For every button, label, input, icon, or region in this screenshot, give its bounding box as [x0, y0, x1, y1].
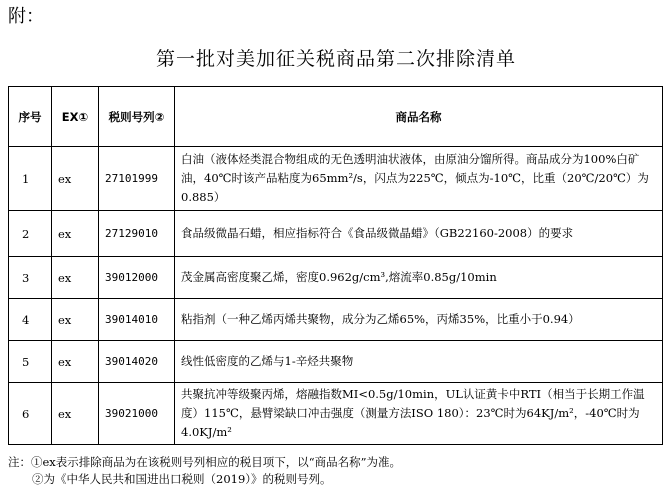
row-name: 茂金属高密度聚乙烯，密度0.962g/cm³,熔流率0.85g/10min	[175, 257, 663, 299]
row-name: 共聚抗冲等级聚丙烯，熔融指数MI<0.5g/10min，UL认证黄卡中RTI（相当于长期工作温度）115℃，悬臂梁缺口冲击强度（测量方法ISO 180）：23℃时为64KJ/m²，-40℃时为4.0KJ/m²	[175, 383, 663, 445]
footnote-2: ②为《中华人民共和国进出口税则（2019）》的税则号列。	[32, 472, 332, 486]
attachment-label: 附：	[8, 6, 44, 27]
footnotes	[8, 454, 401, 488]
page-title: 第一批对美加征关税商品第二次排除清单	[155, 48, 516, 70]
row-ex: ex	[52, 383, 99, 445]
row-tariff: 39014010	[99, 299, 175, 341]
row-tariff: 39012000	[99, 257, 175, 299]
row-name: 线性低密度的乙烯与1-辛烃共聚物	[175, 341, 663, 383]
row-ex: ex	[52, 257, 99, 299]
row-tariff: 27101999	[99, 147, 175, 211]
column-header-no: 序号	[9, 87, 52, 147]
column-header-tariff: 税则号列②	[99, 87, 175, 147]
row-no: 1	[9, 147, 52, 211]
row-name: 白油（液体烃类混合物组成的无色透明油状液体，由原油分馏所得。商品成分为100%白矿油，40℃时该产品粘度为65mm²/s，闪点为225℃，倾点为-10℃，比重（20℃/20℃）为0.885）	[175, 147, 663, 211]
row-name: 食品级微晶石蜡，相应指标符合《食品级微晶蜡》（GB22160-2008）的要求	[175, 211, 663, 257]
row-no: 3	[9, 257, 52, 299]
row-no: 5	[9, 341, 52, 383]
row-ex: ex	[52, 341, 99, 383]
row-ex: ex	[52, 299, 99, 341]
table-header-row	[9, 87, 663, 147]
row-tariff: 39021000	[99, 383, 175, 445]
table-row	[9, 147, 663, 211]
exclusion-table	[8, 86, 663, 445]
table-row	[9, 299, 663, 341]
footnote-1: 注：①ex表示排除商品为在该税则号列相应的税目项下，以“商品名称”为准。	[8, 455, 402, 469]
row-tariff: 39014020	[99, 341, 175, 383]
row-no: 4	[9, 299, 52, 341]
row-name: 粘指剂（一种乙烯丙烯共聚物，成分为乙烯65%，丙烯35%，比重小于0.94）	[175, 299, 663, 341]
column-header-name: 商品名称	[175, 87, 663, 147]
table-row	[9, 257, 663, 299]
column-header-ex: EX①	[52, 87, 99, 147]
row-no: 2	[9, 211, 52, 257]
row-ex: ex	[52, 211, 99, 257]
row-tariff: 27129010	[99, 211, 175, 257]
table-row	[9, 383, 663, 445]
table-row	[9, 211, 663, 257]
table-row	[9, 341, 663, 383]
row-no: 6	[9, 383, 52, 445]
row-ex: ex	[52, 147, 99, 211]
